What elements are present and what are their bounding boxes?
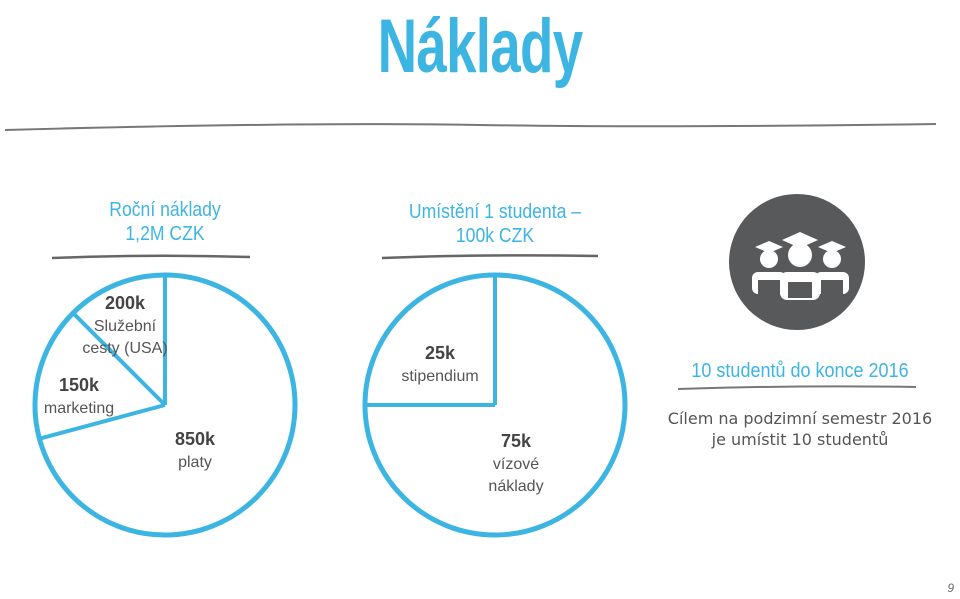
slice-label-travel (80, 292, 170, 360)
annual-heading-line1: Roční náklady (109, 199, 221, 221)
annual-heading-line2: 1,2M CZK (125, 223, 205, 245)
placement-heading-line2: 100k CZK (455, 225, 535, 247)
goal-text-line2: je umístit 10 studentů (711, 430, 889, 449)
slice-value: 75k (500, 431, 532, 451)
page-number: 9 (947, 581, 954, 595)
slice-value: 200k (104, 293, 146, 313)
slice-desc: vízové (492, 456, 540, 473)
slice-desc: stipendium (401, 368, 479, 385)
goal-text-line1: Cílem na podzimní semestr 2016 (667, 409, 933, 428)
slice-desc: platy (178, 454, 212, 471)
slice-desc: náklady (488, 478, 544, 495)
placement-heading-line1: Umístění 1 studenta – (408, 201, 582, 223)
slice-value: 150k (58, 375, 100, 395)
slice-desc: Služební (93, 318, 157, 335)
placement-underline (382, 255, 598, 258)
page-title: Náklady (377, 4, 583, 89)
goal-underline (678, 386, 916, 389)
annual-heading (73, 198, 258, 246)
slice-label-stipend (390, 342, 490, 388)
placement-heading (394, 200, 596, 248)
slice-label-marketing (34, 374, 124, 420)
slice-label-visa (476, 430, 556, 498)
title-divider (5, 124, 936, 130)
annual-underline (52, 256, 250, 258)
slice-value: 850k (174, 429, 216, 449)
graduates-icon (729, 194, 865, 330)
slice-label-salaries (160, 428, 230, 474)
slice-desc: marketing (43, 400, 115, 417)
slice-desc: cesty (USA) (82, 340, 168, 357)
slice-value: 25k (424, 343, 456, 363)
goal-title: 10 studentů do konce 2016 (691, 360, 909, 382)
goal-text (660, 408, 940, 450)
